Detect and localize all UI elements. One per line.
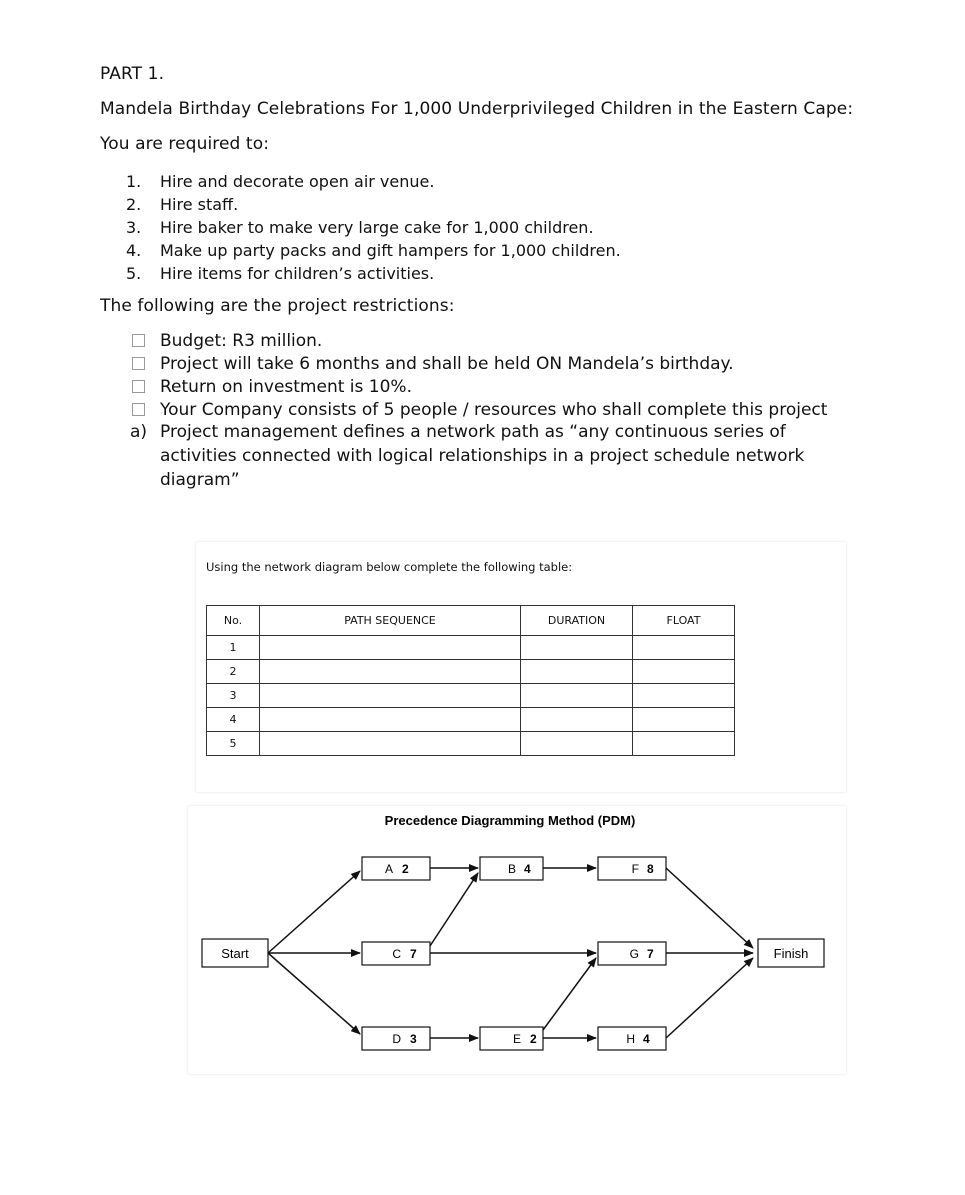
- activity-node-f: [598, 857, 666, 880]
- question-label: a): [130, 422, 148, 442]
- question-text: Project management defines a network path as “any continuous series of activities connected with logical relationships in a project schedule network diagram”: [160, 422, 805, 490]
- table-row: 1: [207, 636, 735, 660]
- activity-node-d: [362, 1027, 430, 1050]
- svg-text:Start: Start: [221, 946, 249, 961]
- bullet-box-icon: [132, 403, 145, 416]
- arrow-c-b: [430, 873, 478, 946]
- svg-text:E: E: [512, 1032, 521, 1046]
- activity-node-b: [480, 857, 543, 880]
- document-title: Mandela Birthday Celebrations For 1,000 Underprivileged Children in the Eastern Cape:: [100, 99, 854, 119]
- table-row: 4: [207, 708, 735, 732]
- svg-text:C: C: [392, 947, 401, 961]
- list-item: Your Company consists of 5 people / resources who shall complete this project: [132, 399, 827, 422]
- header-no: No.: [207, 606, 260, 636]
- svg-text:2: 2: [530, 1032, 537, 1046]
- pdm-diagram: [188, 806, 846, 1074]
- required-intro: You are required to:: [100, 134, 270, 154]
- activity-node-h: [598, 1027, 666, 1050]
- svg-text:G: G: [629, 947, 639, 961]
- svg-text:7: 7: [647, 947, 654, 961]
- table-figure: [196, 542, 846, 792]
- path-table: [206, 605, 735, 756]
- part-heading: PART 1.: [100, 64, 165, 84]
- list-item: 1. Hire and decorate open air venue.: [126, 172, 435, 191]
- table-row: 3: [207, 684, 735, 708]
- arrow-e-g: [543, 958, 596, 1030]
- svg-text:3: 3: [410, 1032, 417, 1046]
- table-row: 2: [207, 660, 735, 684]
- table-header-row: [207, 606, 735, 636]
- list-item: Project will take 6 months and shall be held ON Mandela’s birthday.: [132, 353, 827, 376]
- pdm-figure: [188, 806, 846, 1074]
- list-item: Budget: R3 million.: [132, 330, 827, 353]
- svg-text:2: 2: [402, 862, 409, 876]
- svg-text:D: D: [392, 1032, 401, 1046]
- list-item: 4. Make up party packs and gift hampers for 1,000 children.: [126, 241, 621, 260]
- restrictions-list: [132, 330, 827, 422]
- activity-node-c: [362, 942, 430, 965]
- bullet-box-icon: [132, 380, 145, 393]
- finish-node: [758, 939, 824, 967]
- header-path-sequence: PATH SEQUENCE: [260, 606, 521, 636]
- svg-text:8: 8: [647, 862, 654, 876]
- list-item: 5. Hire items for children’s activities.: [126, 264, 435, 283]
- arrow-start-d: [268, 953, 360, 1034]
- pdm-arrows: [268, 868, 753, 1038]
- arrow-h-finish: [666, 958, 753, 1038]
- list-item: Return on investment is 10%.: [132, 376, 827, 399]
- arrow-start-a: [268, 871, 360, 953]
- svg-text:F: F: [631, 862, 639, 876]
- svg-text:B: B: [507, 862, 516, 876]
- table-caption: Using the network diagram below complete the following table:: [206, 560, 573, 574]
- svg-text:4: 4: [524, 862, 531, 876]
- svg-text:A: A: [384, 862, 393, 876]
- bullet-box-icon: [132, 357, 145, 370]
- arrow-f-finish: [666, 868, 753, 948]
- restrictions-intro: The following are the project restrictions:: [100, 296, 455, 316]
- activity-node-e: [480, 1027, 543, 1050]
- svg-text:7: 7: [410, 947, 417, 961]
- task-list: [126, 170, 621, 285]
- pdm-title: Precedence Diagramming Method (PDM): [384, 813, 636, 828]
- activity-node-a: [362, 857, 430, 880]
- header-duration: DURATION: [521, 606, 633, 636]
- svg-text:Finish: Finish: [773, 946, 809, 961]
- table-row: 5: [207, 732, 735, 756]
- svg-text:H: H: [626, 1032, 635, 1046]
- header-float: FLOAT: [633, 606, 735, 636]
- svg-text:4: 4: [643, 1032, 650, 1046]
- activity-node-g: [598, 942, 666, 965]
- bullet-box-icon: [132, 334, 145, 347]
- list-item: 2. Hire staff.: [126, 195, 239, 214]
- start-node: [202, 939, 268, 967]
- list-item: 3. Hire baker to make very large cake for 1,000 children.: [126, 218, 594, 237]
